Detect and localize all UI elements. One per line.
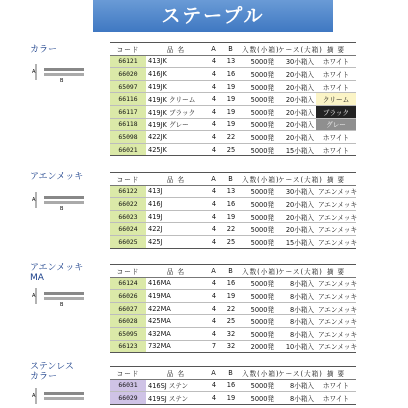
- svg-text:A: A: [32, 69, 36, 75]
- dim-b: 19: [222, 93, 240, 106]
- table-row: [110, 290, 356, 303]
- case: 8小箱入: [276, 277, 316, 290]
- dim-b: 25: [222, 143, 240, 156]
- product-name: 419SJ ステン: [146, 392, 206, 405]
- case: 20小箱入: [276, 131, 316, 144]
- product-code: 66027: [110, 302, 146, 315]
- dim-a: 4: [206, 105, 222, 118]
- dim-b: 16: [222, 277, 240, 290]
- table-row: [110, 277, 356, 290]
- qty: 5000発: [240, 80, 276, 93]
- product-name: 419JK ブラック: [146, 105, 206, 118]
- remarks: アエンメッキ: [316, 223, 356, 236]
- table-stainless: [110, 366, 356, 405]
- table-row: [110, 379, 356, 392]
- table-row: [110, 185, 356, 198]
- product-code: 66116: [110, 93, 146, 106]
- svg-text:B: B: [60, 78, 64, 84]
- table-color: [110, 42, 356, 156]
- remarks: アエンメッキ: [316, 327, 356, 340]
- table-row: [110, 198, 356, 211]
- dim-b: 19: [222, 118, 240, 131]
- case: 20小箱入: [276, 210, 316, 223]
- dim-b: 22: [222, 302, 240, 315]
- header-case: ケース(大箱): [276, 367, 316, 380]
- header-remarks: 摘 要: [316, 173, 356, 186]
- table-row: [110, 392, 356, 405]
- dim-a: 4: [206, 315, 222, 328]
- table-header: [110, 43, 356, 56]
- case: 15小箱入: [276, 235, 316, 248]
- product-code: 66029: [110, 392, 146, 405]
- header-a: A: [206, 173, 222, 186]
- header-b: B: [222, 173, 240, 186]
- dim-a: 4: [206, 68, 222, 81]
- dim-b: 19: [222, 290, 240, 303]
- product-code: 66021: [110, 143, 146, 156]
- qty: 5000発: [240, 302, 276, 315]
- case: 20小箱入: [276, 223, 316, 236]
- table-row: [110, 118, 356, 131]
- product-name: 432MA: [146, 327, 206, 340]
- qty: 5000発: [240, 185, 276, 198]
- product-code: 66020: [110, 68, 146, 81]
- product-code: 65098: [110, 131, 146, 144]
- qty: 5000発: [240, 235, 276, 248]
- product-code: 66122: [110, 185, 146, 198]
- page-title: ステープル: [93, 0, 333, 32]
- case: 30小箱入: [276, 55, 316, 68]
- dim-a: 4: [206, 131, 222, 144]
- qty: 5000発: [240, 198, 276, 211]
- case: 30小箱入: [276, 185, 316, 198]
- case: 8小箱入: [276, 290, 316, 303]
- product-name: 416JK: [146, 68, 206, 81]
- dim-a: 4: [206, 55, 222, 68]
- remarks: アエンメッキ: [316, 235, 356, 248]
- case: 8小箱入: [276, 327, 316, 340]
- case: 8小箱入: [276, 315, 316, 328]
- qty: 5000発: [240, 210, 276, 223]
- dim-b: 22: [222, 223, 240, 236]
- header-code: コード: [110, 367, 146, 380]
- remarks: ホワイト: [316, 55, 356, 68]
- qty: 5000発: [240, 379, 276, 392]
- remarks: ブラック: [316, 105, 356, 118]
- dim-b: 16: [222, 379, 240, 392]
- product-code: 66024: [110, 223, 146, 236]
- table-row: [110, 302, 356, 315]
- qty: 5000発: [240, 143, 276, 156]
- dim-a: 4: [206, 327, 222, 340]
- dim-a: 4: [206, 93, 222, 106]
- dim-b: 16: [222, 68, 240, 81]
- header-remarks: 摘 要: [316, 265, 356, 278]
- dim-b: 32: [222, 327, 240, 340]
- remarks: ホワイト: [316, 143, 356, 156]
- remarks: アエンメッキ: [316, 302, 356, 315]
- case: 8小箱入: [276, 302, 316, 315]
- dim-a: 4: [206, 143, 222, 156]
- qty: 2000発: [240, 340, 276, 353]
- dim-b: 22: [222, 131, 240, 144]
- case: 20小箱入: [276, 80, 316, 93]
- product-code: 66121: [110, 55, 146, 68]
- remarks: ホワイト: [316, 392, 356, 405]
- table-row: [110, 340, 356, 353]
- table-row: [110, 235, 356, 248]
- dim-b: 25: [222, 315, 240, 328]
- case: 20小箱入: [276, 118, 316, 131]
- header-name: 品 名: [146, 173, 206, 186]
- product-name: 732MA: [146, 340, 206, 353]
- remarks: ホワイト: [316, 80, 356, 93]
- section-label-color: カラー: [30, 45, 58, 55]
- table-row: [110, 68, 356, 81]
- table-row: [110, 55, 356, 68]
- product-name: 413JK: [146, 55, 206, 68]
- header-name: 品 名: [146, 367, 206, 380]
- product-name: 419JK: [146, 80, 206, 93]
- qty: 5000発: [240, 392, 276, 405]
- product-code: 65097: [110, 80, 146, 93]
- case: 20小箱入: [276, 105, 316, 118]
- dim-b: 19: [222, 210, 240, 223]
- dim-b: 16: [222, 198, 240, 211]
- header-case: ケース(大箱): [276, 265, 316, 278]
- product-name: 422JK: [146, 131, 206, 144]
- dim-b: 19: [222, 392, 240, 405]
- case: 20小箱入: [276, 68, 316, 81]
- header-a: A: [206, 265, 222, 278]
- dim-a: 4: [206, 118, 222, 131]
- table-row: [110, 80, 356, 93]
- qty: 5000発: [240, 131, 276, 144]
- remarks: ホワイト: [316, 131, 356, 144]
- header-qty: 入数(小箱): [240, 265, 276, 278]
- qty: 5000発: [240, 327, 276, 340]
- case: 10小箱入: [276, 340, 316, 353]
- header-remarks: 摘 要: [316, 367, 356, 380]
- product-code: 66123: [110, 340, 146, 353]
- product-code: 66028: [110, 315, 146, 328]
- table-row: [110, 327, 356, 340]
- svg-text:A: A: [32, 293, 36, 299]
- dim-b: 25: [222, 235, 240, 248]
- table-row: [110, 143, 356, 156]
- svg-text:B: B: [60, 302, 64, 308]
- remarks: ホワイト: [316, 68, 356, 81]
- dim-b: 13: [222, 55, 240, 68]
- table-header: [110, 265, 356, 278]
- dim-b: 32: [222, 340, 240, 353]
- product-name: 416J: [146, 198, 206, 211]
- dim-a: 4: [206, 210, 222, 223]
- header-remarks: 摘 要: [316, 43, 356, 56]
- dim-a: 7: [206, 340, 222, 353]
- remarks: ホワイト: [316, 379, 356, 392]
- staple-diagram: [30, 284, 88, 306]
- remarks: アエンメッキ: [316, 198, 356, 211]
- table-row: [110, 105, 356, 118]
- remarks: アエンメッキ: [316, 290, 356, 303]
- dim-b: 19: [222, 80, 240, 93]
- table-header: [110, 173, 356, 186]
- header-case: ケース(大箱): [276, 173, 316, 186]
- section-label-zinc-ma: アエンメッキ MA: [30, 263, 84, 283]
- product-code: 66124: [110, 277, 146, 290]
- table-zinc: [110, 172, 356, 249]
- header-code: コード: [110, 265, 146, 278]
- dim-a: 4: [206, 302, 222, 315]
- qty: 5000発: [240, 223, 276, 236]
- section-label-stainless: ステンレス カラー: [30, 362, 74, 382]
- dim-a: 4: [206, 80, 222, 93]
- header-name: 品 名: [146, 43, 206, 56]
- header-a: A: [206, 367, 222, 380]
- dim-a: 4: [206, 235, 222, 248]
- case: 8小箱入: [276, 379, 316, 392]
- header-b: B: [222, 43, 240, 56]
- dim-a: 4: [206, 223, 222, 236]
- remarks: アエンメッキ: [316, 340, 356, 353]
- table-header: [110, 367, 356, 380]
- product-code: 66022: [110, 198, 146, 211]
- remarks: アエンメッキ: [316, 185, 356, 198]
- product-code: 66117: [110, 105, 146, 118]
- product-name: 422J: [146, 223, 206, 236]
- product-name: 416SJ ステン: [146, 379, 206, 392]
- svg-text:A: A: [32, 197, 36, 203]
- qty: 5000発: [240, 55, 276, 68]
- product-name: 413J: [146, 185, 206, 198]
- qty: 5000発: [240, 68, 276, 81]
- table-row: [110, 131, 356, 144]
- header-b: B: [222, 367, 240, 380]
- header-code: コード: [110, 173, 146, 186]
- dim-a: 4: [206, 198, 222, 211]
- remarks: クリーム: [316, 93, 356, 106]
- table-row: [110, 223, 356, 236]
- table-row: [110, 210, 356, 223]
- table-zinc-ma: [110, 264, 356, 353]
- qty: 5000発: [240, 118, 276, 131]
- product-name: 425J: [146, 235, 206, 248]
- remarks: アエンメッキ: [316, 277, 356, 290]
- header-name: 品 名: [146, 265, 206, 278]
- header-code: コード: [110, 43, 146, 56]
- header-case: ケース(大箱): [276, 43, 316, 56]
- header-qty: 入数(小箱): [240, 367, 276, 380]
- qty: 5000発: [240, 290, 276, 303]
- case: 20小箱入: [276, 93, 316, 106]
- product-code: 66025: [110, 235, 146, 248]
- product-name: 425MA: [146, 315, 206, 328]
- svg-text:A: A: [32, 393, 36, 399]
- qty: 5000発: [240, 277, 276, 290]
- staple-diagram: [30, 60, 88, 82]
- section-label-zinc: アエンメッキ: [30, 172, 84, 182]
- product-name: 422MA: [146, 302, 206, 315]
- dim-a: 4: [206, 379, 222, 392]
- staple-diagram: [30, 188, 88, 210]
- header-b: B: [222, 265, 240, 278]
- dim-a: 4: [206, 392, 222, 405]
- product-name: 416MA: [146, 277, 206, 290]
- case: 15小箱入: [276, 143, 316, 156]
- product-name: 425JK: [146, 143, 206, 156]
- product-name: 419JK クリーム: [146, 93, 206, 106]
- product-name: 419JK グレー: [146, 118, 206, 131]
- table-row: [110, 315, 356, 328]
- qty: 5000発: [240, 105, 276, 118]
- case: 8小箱入: [276, 392, 316, 405]
- product-code: 66031: [110, 379, 146, 392]
- table-row: [110, 93, 356, 106]
- remarks: グレー: [316, 118, 356, 131]
- dim-a: 4: [206, 277, 222, 290]
- product-name: 419J: [146, 210, 206, 223]
- qty: 5000発: [240, 315, 276, 328]
- dim-b: 13: [222, 185, 240, 198]
- header-a: A: [206, 43, 222, 56]
- product-code: 66023: [110, 210, 146, 223]
- product-name: 419MA: [146, 290, 206, 303]
- case: 20小箱入: [276, 198, 316, 211]
- dim-a: 4: [206, 185, 222, 198]
- svg-text:B: B: [60, 206, 64, 212]
- remarks: アエンメッキ: [316, 210, 356, 223]
- product-code: 66026: [110, 290, 146, 303]
- header-qty: 入数(小箱): [240, 43, 276, 56]
- staple-diagram: [30, 384, 88, 406]
- dim-a: 4: [206, 290, 222, 303]
- qty: 5000発: [240, 93, 276, 106]
- header-qty: 入数(小箱): [240, 173, 276, 186]
- product-code: 66118: [110, 118, 146, 131]
- dim-b: 19: [222, 105, 240, 118]
- product-code: 65095: [110, 327, 146, 340]
- remarks: アエンメッキ: [316, 315, 356, 328]
